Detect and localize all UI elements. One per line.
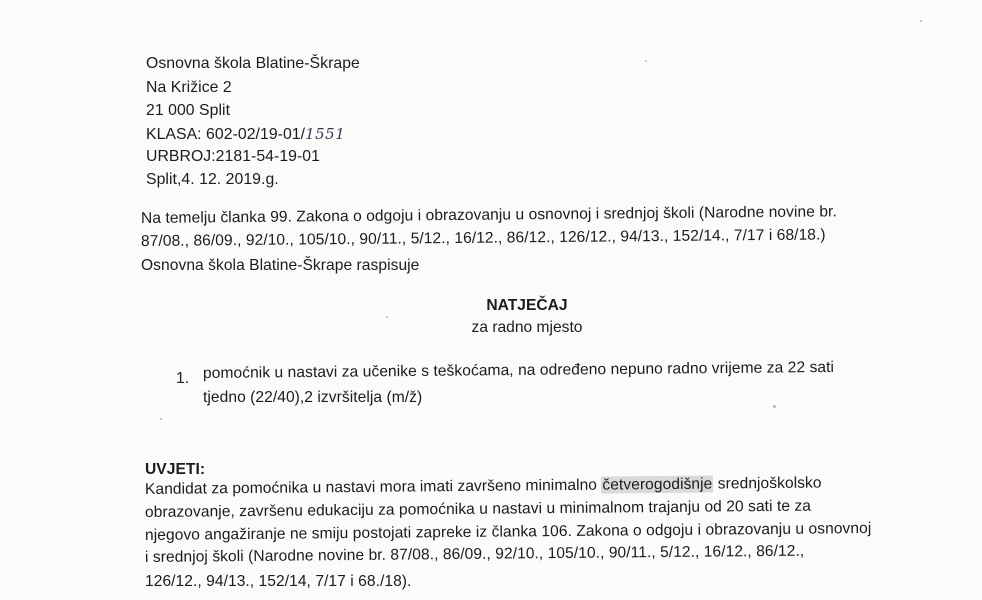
conditions-line-1-start: Kandidat za pomoćnika u nastavi mora imati završeno minimalno xyxy=(144,476,602,498)
conditions-heading: UVJETI: xyxy=(145,461,206,478)
scan-speck xyxy=(645,60,647,62)
intro-line-2: 87/08., 86/09., 92/10., 105/10., 90/11., 5/12., 16/12., 86/12., 126/12., 94/13., 152/14., 7/17 i 68/18.) xyxy=(140,226,826,250)
conditions-line-1-end: srednjoškolsko xyxy=(713,474,822,493)
klasa-label: KLASA: 602-02/19-01/ xyxy=(146,126,306,143)
conditions-line-2: obrazovanje, završenu edukaciju za pomoćnika u nastavi u minimalnom trajanju od 20 sati te za xyxy=(144,497,812,521)
klasa-line xyxy=(146,124,345,145)
school-name: Osnovna škola Blatine-Škrape xyxy=(146,55,360,72)
conditions-line-3: njegovo angažiranje ne smiju postojati zapreke iz članka 106. Zakona o odgoju i obrazovanju u osnovnoj xyxy=(144,520,872,544)
intro-line-3: Osnovna škola Blatine-Škrape raspisuje xyxy=(141,257,420,274)
school-city: 21 000 Split xyxy=(146,102,231,119)
scan-speck xyxy=(920,20,922,22)
conditions-line-5: 126/12., 94/13., 152/14, 7/17 i 68./18). xyxy=(145,573,412,590)
klasa-handwritten-number: 1551 xyxy=(305,125,346,143)
urbroj-line: URBROJ:2181-54-19-01 xyxy=(146,148,320,165)
school-street: Na Križice 2 xyxy=(146,79,232,96)
intro-line-1: Na temelju članka 99. Zakona o odgoju i obrazovanju u osnovnoj i srednjoj školi (Narodne novine br. xyxy=(140,203,837,227)
conditions-line-1 xyxy=(145,474,822,500)
scan-speck xyxy=(160,418,162,420)
scan-speck xyxy=(386,316,388,318)
list-item-number: 1. xyxy=(176,370,190,387)
document-title: NATJEČAJ xyxy=(486,297,568,314)
conditions-line-4: i srednjoj školi (Narodne novine br. 87/08., 86/09., 92/10., 105/10., 90/11., 5/12., 16/12., 86/12., xyxy=(144,542,805,566)
position-line-1: pomoćnik u nastavi za učenike s teškoćama, na određeno nepuno radno vrijeme za 22 sati xyxy=(202,358,835,382)
position-line-2: tjedno (22/40),2 izvršitelja (m/ž) xyxy=(203,389,423,406)
date-line: Split,4. 12. 2019.g. xyxy=(146,171,279,188)
scan-speck xyxy=(773,405,776,408)
highlighted-word: četverogodišnje xyxy=(602,475,713,494)
document-subtitle: za radno mjesto xyxy=(471,319,583,336)
